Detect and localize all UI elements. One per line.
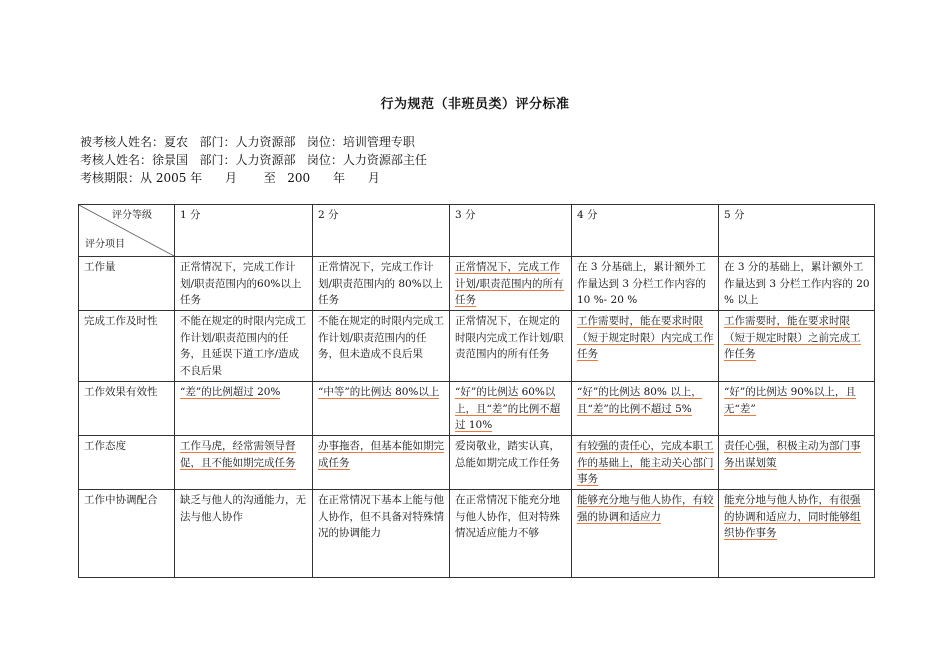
cell-timeliness-5	[719, 311, 875, 382]
highlighted-text: “中等”的比例达 80%以上	[318, 386, 440, 398]
table-row	[79, 382, 875, 436]
highlighted-text: “差”的比例超过 20%	[180, 386, 281, 398]
row-label-cooperation: 工作中协调配合	[79, 490, 175, 578]
cell-timeliness-1: 不能在规定的时限内完成工作计划/职责范围内的任务，且延误下道工序/造成不良后果	[175, 311, 313, 382]
cell-cooperation-3: 在正常情况下能充分地与他人协作，但对特殊情况适应能力不够	[450, 490, 572, 578]
evaluation-item-label: 评分项目	[85, 238, 125, 250]
row-label-workload: 工作量	[79, 257, 175, 311]
highlighted-text: “好”的比例达 90%以上，且无“差”	[724, 386, 856, 415]
cell-cooperation-1: 缺乏与他人的沟通能力，无法与他人协作	[175, 490, 313, 578]
corner-header-cell	[79, 205, 175, 257]
cell-attitude-5	[719, 436, 875, 490]
score-header-3: 3 分	[450, 205, 572, 257]
assessee-info-line: 被考核人姓名：夏农 部门：人力资源部 岗位：培训管理专职	[80, 135, 415, 149]
highlighted-text: 工作马虎，经常需领导督促，且不能如期完成任务	[180, 440, 296, 469]
cell-effectiveness-2	[313, 382, 450, 436]
cell-attitude-2	[313, 436, 450, 490]
highlighted-text: 正常情况下，完成工作计划/职责范围内的所有任务	[455, 261, 564, 306]
cell-cooperation-4	[572, 490, 719, 578]
cell-effectiveness-1	[175, 382, 313, 436]
row-label-timeliness: 完成工作及时性	[79, 311, 175, 382]
highlighted-text: 工作需要时，能在要求时限（短于规定时限）内完成工作任务	[577, 315, 714, 360]
cell-workload-4: 在 3 分基础上，累计额外工作量达到 3 分栏工作内容的 10 %- 20 %	[572, 257, 719, 311]
highlighted-text: 能充分地与他人协作，有很强的协调和适应力，同时能够组织协作事务	[724, 494, 861, 539]
cell-timeliness-4	[572, 311, 719, 382]
cell-effectiveness-4	[572, 382, 719, 436]
cell-attitude-3: 爱岗敬业，踏实认真，总能如期完成工作任务	[450, 436, 572, 490]
score-header-1: 1 分	[175, 205, 313, 257]
cell-workload-1: 正常情况下，完成工作计划/职责范围内的60%以上任务	[175, 257, 313, 311]
cell-workload-5: 在 3 分的基础上，累计额外工作量达到 3 分栏工作内容的 20 % 以上	[719, 257, 875, 311]
table-header-row	[79, 205, 875, 257]
highlighted-text: 办事拖沓，但基本能如期完成任务	[318, 440, 444, 469]
table-row	[79, 257, 875, 311]
highlighted-text: 有较强的责任心，完成本职工作的基础上，能主动关心部门事务	[577, 440, 714, 485]
table-row	[79, 311, 875, 382]
cell-workload-2: 正常情况下，完成工作计划/职责范围内的 80%以上任务	[313, 257, 450, 311]
cell-cooperation-2: 在正常情况下基本上能与他人协作，但不具备对特殊情况的协调能力	[313, 490, 450, 578]
row-label-attitude: 工作态度	[79, 436, 175, 490]
highlighted-text: 责任心强，积极主动为部门事务出谋划策	[724, 440, 861, 469]
row-label-effectiveness: 工作效果有效性	[79, 382, 175, 436]
cell-attitude-4	[572, 436, 719, 490]
page-title: 行为规范（非班员类）评分标准	[380, 97, 570, 112]
cell-workload-3	[450, 257, 572, 311]
table-row	[79, 436, 875, 490]
highlighted-text: “好”的比例达 80% 以上，且“差”的比例不超过 5%	[577, 386, 702, 415]
score-level-label: 评分等级	[112, 210, 152, 221]
cell-timeliness-2: 不能在规定的时限内完成工作计划/职责范围内的任务，但未造成不良后果	[313, 311, 450, 382]
highlighted-text: 能够充分地与他人协作，有较强的协调和适应力	[577, 494, 714, 523]
cell-cooperation-5	[719, 490, 875, 578]
cell-effectiveness-5	[719, 382, 875, 436]
assessment-period-line: 考核期限：从 2005 年 月 至 200 年 月	[80, 171, 380, 185]
score-header-2: 2 分	[313, 205, 450, 257]
highlighted-text: “好”的比例达 60%以上，且“差”的比例不超过 10%	[455, 386, 561, 431]
score-header-5: 5 分	[719, 205, 875, 257]
highlighted-text: 工作需要时，能在要求时限（短于规定时限）之前完成工作任务	[724, 315, 861, 360]
scoring-table	[78, 204, 875, 578]
assessor-info-line: 考核人姓名：徐景国 部门：人力资源部 岗位：人力资源部主任	[80, 153, 427, 167]
table-row	[79, 490, 875, 578]
cell-effectiveness-3	[450, 382, 572, 436]
score-header-4: 4 分	[572, 205, 719, 257]
cell-attitude-1	[175, 436, 313, 490]
cell-timeliness-3: 正常情况下，在规定的时限内完成工作计划/职责范围内的所有任务	[450, 311, 572, 382]
